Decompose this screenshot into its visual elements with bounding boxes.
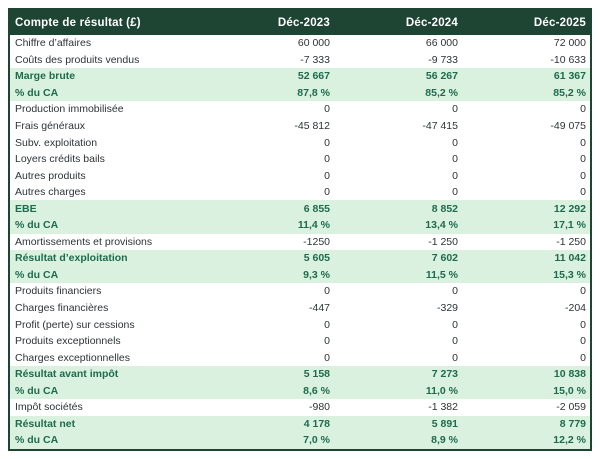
cell-value: 0 [462, 283, 590, 300]
row-label: % du CA [10, 85, 206, 102]
table-row [10, 234, 590, 251]
table-row [10, 416, 590, 433]
cell-value: 0 [334, 333, 462, 350]
cell-value: -1 250 [334, 234, 462, 251]
table-row [10, 200, 590, 217]
cell-value: 0 [334, 151, 462, 168]
cell-value: -49 075 [462, 118, 590, 135]
row-label: Charges financières [10, 300, 206, 317]
cell-value: 11,0 % [334, 382, 462, 399]
cell-value: 66 000 [334, 35, 462, 52]
cell-value: -980 [206, 399, 334, 416]
cell-value: 8,9 % [334, 432, 462, 449]
row-label: Chiffre d’affaires [10, 35, 206, 52]
table-row [10, 349, 590, 366]
table-row [10, 134, 590, 151]
row-label: Produits financiers [10, 283, 206, 300]
cell-value: 0 [206, 316, 334, 333]
cell-value: 0 [334, 316, 462, 333]
cell-value: 0 [206, 283, 334, 300]
cell-value: 0 [206, 151, 334, 168]
row-label: Subv. exploitation [10, 134, 206, 151]
table-row [10, 35, 590, 52]
table-row [10, 167, 590, 184]
table-title: Compte de résultat (£) [10, 10, 206, 35]
cell-value: 52 667 [206, 68, 334, 85]
cell-value: 12,2 % [462, 432, 590, 449]
row-label: Loyers crédits bails [10, 151, 206, 168]
table-row [10, 250, 590, 267]
cell-value: 12 292 [462, 200, 590, 217]
table-row [10, 399, 590, 416]
cell-value: 87,8 % [206, 85, 334, 102]
cell-value: 56 267 [334, 68, 462, 85]
cell-value: 11,5 % [334, 267, 462, 284]
row-label: EBE [10, 200, 206, 217]
cell-value: 11 042 [462, 250, 590, 267]
row-label: Charges exceptionnelles [10, 349, 206, 366]
cell-value: 0 [462, 316, 590, 333]
cell-value: 17,1 % [462, 217, 590, 234]
row-label: Résultat d’exploitation [10, 250, 206, 267]
cell-value: 7,0 % [206, 432, 334, 449]
row-label: Impôt sociétés [10, 399, 206, 416]
cell-value: 7 602 [334, 250, 462, 267]
row-label: Autres charges [10, 184, 206, 201]
cell-value: 0 [462, 349, 590, 366]
cell-value: 4 178 [206, 416, 334, 433]
cell-value: 5 891 [334, 416, 462, 433]
row-label: Production immobilisée [10, 101, 206, 118]
cell-value: -1 382 [334, 399, 462, 416]
cell-value: -329 [334, 300, 462, 317]
table-row [10, 118, 590, 135]
table-row [10, 366, 590, 383]
column-header-dec-2023: Déc-2023 [206, 10, 334, 35]
cell-value: 0 [334, 349, 462, 366]
row-label: Coûts des produits vendus [10, 52, 206, 69]
cell-value: 9,3 % [206, 267, 334, 284]
row-label: Amortissements et provisions [10, 234, 206, 251]
row-label: Résultat avant impôt [10, 366, 206, 383]
table-row [10, 333, 590, 350]
table-row [10, 151, 590, 168]
income-statement-table [10, 10, 590, 449]
table-row [10, 101, 590, 118]
cell-value: 6 855 [206, 200, 334, 217]
cell-value: -1 250 [462, 234, 590, 251]
table-body [10, 35, 590, 449]
cell-value: 61 367 [462, 68, 590, 85]
cell-value: 72 000 [462, 35, 590, 52]
cell-value: 13,4 % [334, 217, 462, 234]
cell-value: 0 [206, 333, 334, 350]
income-statement-container [8, 8, 592, 451]
cell-value: -447 [206, 300, 334, 317]
cell-value: -9 733 [334, 52, 462, 69]
row-label: Profit (perte) sur cessions [10, 316, 206, 333]
cell-value: 85,2 % [334, 85, 462, 102]
cell-value: 0 [206, 101, 334, 118]
table-row [10, 382, 590, 399]
cell-value: 11,4 % [206, 217, 334, 234]
cell-value: 15,0 % [462, 382, 590, 399]
cell-value: 15,3 % [462, 267, 590, 284]
cell-value: 0 [206, 134, 334, 151]
cell-value: 0 [462, 184, 590, 201]
row-label: % du CA [10, 267, 206, 284]
row-label: % du CA [10, 432, 206, 449]
row-label: % du CA [10, 382, 206, 399]
column-header-dec-2025: Déc-2025 [462, 10, 590, 35]
cell-value: -7 333 [206, 52, 334, 69]
table-row [10, 85, 590, 102]
cell-value: 85,2 % [462, 85, 590, 102]
cell-value: -47 415 [334, 118, 462, 135]
cell-value: 8,6 % [206, 382, 334, 399]
cell-value: 60 000 [206, 35, 334, 52]
cell-value: 0 [206, 349, 334, 366]
cell-value: -45 812 [206, 118, 334, 135]
cell-value: 0 [334, 167, 462, 184]
row-label: Résultat net [10, 416, 206, 433]
table-row [10, 283, 590, 300]
table-row [10, 184, 590, 201]
cell-value: 0 [462, 134, 590, 151]
cell-value: 8 852 [334, 200, 462, 217]
cell-value: -2 059 [462, 399, 590, 416]
cell-value: 0 [334, 101, 462, 118]
row-label: Produits exceptionnels [10, 333, 206, 350]
row-label: Marge brute [10, 68, 206, 85]
row-label: Autres produits [10, 167, 206, 184]
cell-value: -204 [462, 300, 590, 317]
cell-value: 0 [206, 184, 334, 201]
cell-value: 0 [462, 167, 590, 184]
cell-value: 0 [334, 184, 462, 201]
cell-value: 5 158 [206, 366, 334, 383]
table-row [10, 316, 590, 333]
cell-value: 0 [206, 167, 334, 184]
column-header-dec-2024: Déc-2024 [334, 10, 462, 35]
cell-value: 5 605 [206, 250, 334, 267]
cell-value: -1250 [206, 234, 334, 251]
table-row [10, 52, 590, 69]
cell-value: 0 [462, 101, 590, 118]
table-row [10, 68, 590, 85]
row-label: Frais généraux [10, 118, 206, 135]
row-label: % du CA [10, 217, 206, 234]
table-row [10, 217, 590, 234]
cell-value: 0 [462, 333, 590, 350]
table-row [10, 267, 590, 284]
cell-value: -10 633 [462, 52, 590, 69]
cell-value: 0 [334, 134, 462, 151]
cell-value: 10 838 [462, 366, 590, 383]
cell-value: 8 779 [462, 416, 590, 433]
table-header-row [10, 10, 590, 35]
cell-value: 7 273 [334, 366, 462, 383]
cell-value: 0 [462, 151, 590, 168]
cell-value: 0 [334, 283, 462, 300]
table-row [10, 432, 590, 449]
table-row [10, 300, 590, 317]
